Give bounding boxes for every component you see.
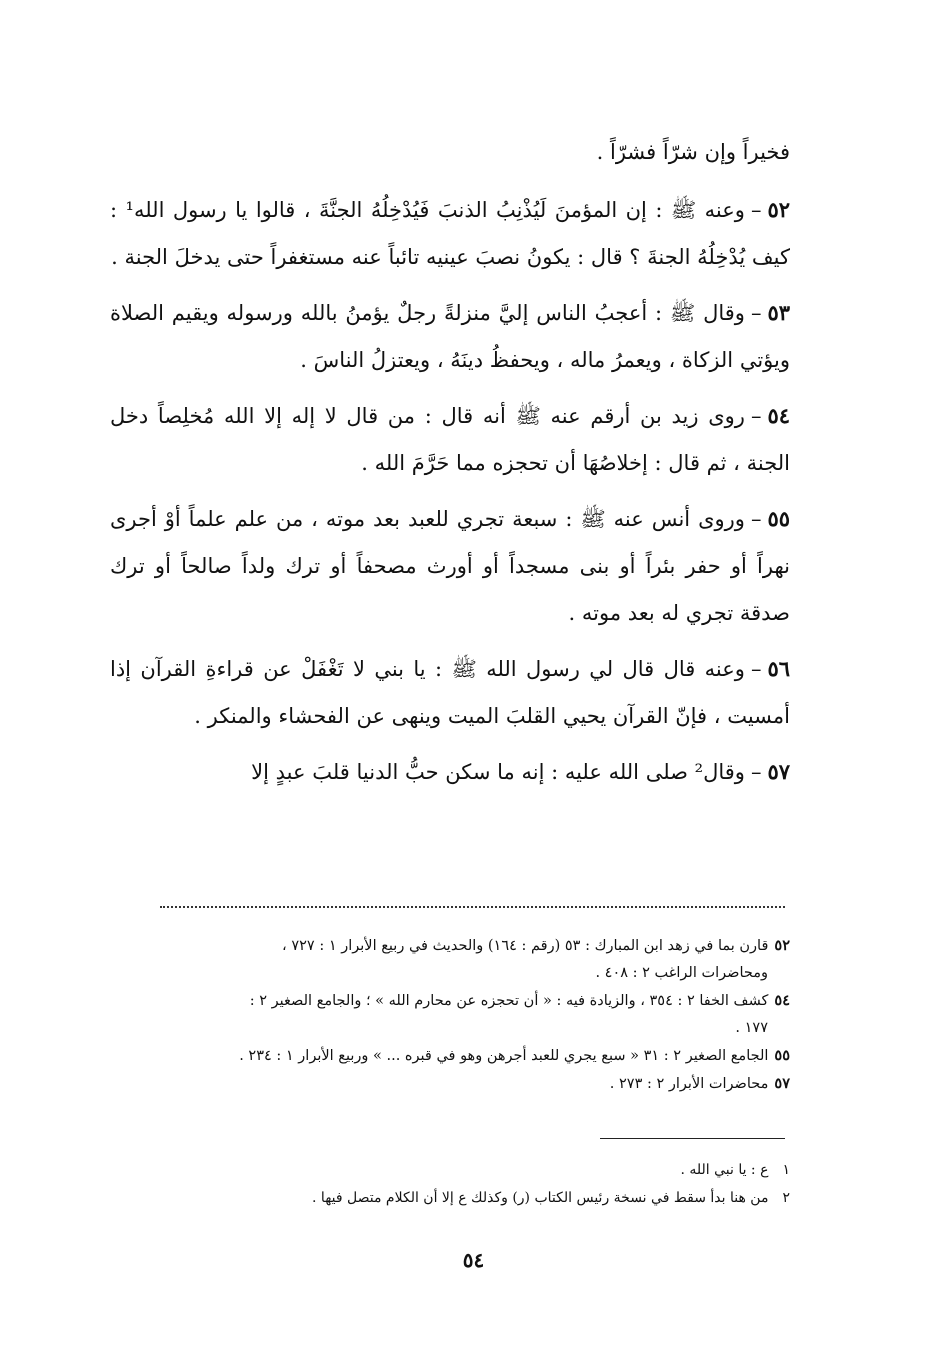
footnote (110, 1156, 790, 1184)
paragraph-number: ٥٤ (767, 403, 790, 428)
paragraph-text: روى زيد بن أرقم عنه ﷺ أنه قال : من قال لا إله إلا الله مُخلِصاً دخل الجنة ، ثم قال : إخلاصُهَا أن تحجزه مما حَرَّمَ الله . (110, 404, 790, 475)
hadith-paragraph: ٥٥–وروى أنس عنه ﷺ : سبعة تجري للعبد بعد موته ، من علم علماً أوْ أجرى نهراً أو حفر بئراً أو بنى مسجداً أو أورث مصحفاً أو ترك ولداً صالحاً أو ترك صدقة تجري له بعد موته . (110, 506, 790, 625)
note-number: ٥٥ (774, 1047, 790, 1064)
paragraph-number: ٥٦ (767, 656, 790, 681)
note-number: ٥٤ (774, 992, 790, 1009)
opening-line: فخيراً وإن شرّاً فشرّاً . (596, 140, 790, 164)
note-text: قارن بما في زهد ابن المبارك : ٥٣ (رقم : ١٦٤) والحديث في ربيع الأبرار ١ : ٧٢٧ ، (282, 938, 769, 954)
hadith-paragraph: ٥٤–روى زيد بن أرقم عنه ﷺ أنه قال : من قال لا إله إلا الله مُخلِصاً دخل الجنة ، ثم قال : إخلاصُهَا أن تحجزه مما حَرَّمَ الله . (110, 403, 790, 475)
paragraph-text: وقال ﷺ : أعجبُ الناس إليَّ منزلةً رجلٌ يؤمنُ بالله ورسوله ويقيم الصلاة ويؤتي الزكاة ، ويعمرُ ماله ، ويحفظُ دينَهُ ، ويعتزلُ الناسَ . (110, 301, 790, 372)
footnote (110, 1184, 790, 1212)
paragraph-number: ٥٧ (767, 759, 790, 784)
page-number: ٥٤ (462, 1248, 485, 1272)
hadith-paragraph: ٥٢–وعنه ﷺ : إن المؤمنَ لَيُذْنِبُ الذنبَ فَيُدْخِلُهُ الجنَّةَ ، قالوا يا رسول الله¹ : كيف يُدْخِلُهُ الجنةَ ؟ قال : يكونُ نصبَ عينيه تائباً عنه مستغفراً حتى يدخلَ الجنة . (110, 197, 790, 269)
footnote-divider (600, 1138, 785, 1139)
main-text (110, 130, 790, 804)
note-continuation: ومحاضرات الراغب ٢ : ٤٠٨ . (595, 965, 768, 981)
footnotes (110, 1156, 790, 1212)
paragraph-text: وعنه ﷺ : إن المؤمنَ لَيُذْنِبُ الذنبَ فَيُدْخِلُهُ الجنَّةَ ، قالوا يا رسول الله¹ : كيف يُدْخِلُهُ الجنةَ ؟ قال : يكونُ نصبَ عينيه تائباً عنه مستغفراً حتى يدخلَ الجنة . (110, 198, 790, 269)
note-text: كشف الخفا ٢ : ٣٥٤ ، والزيادة فيه : « أن تحجزه عن محارم الله » ؛ والجامع الصغير ٢ : (249, 993, 769, 1009)
hadith-paragraph: ٥٧–وقال² صلى الله عليه : إنه ما سكن حبُّ الدنيا قلبَ عبدٍ إلا (251, 759, 790, 784)
paragraph-number: ٥٥ (767, 506, 790, 531)
footnote-text: من هنا بدأ سقط في نسخة رئيس الكتاب (ر) وكذلك ع إلا أن الكلام متصل فيها . (312, 1190, 769, 1206)
note-number: ٥٧ (774, 1075, 790, 1092)
source-note (110, 932, 790, 987)
footnote-text: ع : يا نبي الله . (680, 1162, 769, 1178)
note-text: الجامع الصغير ٢ : ٣١ « سبع يجري للعبد أجرهن وهو في قبره ... » وربيع الأبرار ١ : ٢٣٤ . (239, 1048, 769, 1064)
footnote-number: ٢ (782, 1190, 790, 1206)
notes-divider (160, 906, 785, 908)
source-note (110, 1042, 790, 1070)
note-continuation: ١٧٧ . (735, 1020, 768, 1036)
source-notes (110, 932, 790, 1098)
paragraph-text: وعنه قال قال لي رسول الله ﷺ : يا بني لا تَغْفَلْ عن قراءةِ القرآن إذا أمسيت ، فإنّ القرآن يحيي القلبَ الميت وينهى عن الفحشاء والمنكر . (110, 657, 790, 728)
note-text: محاضرات الأبرار ٢ : ٢٧٣ . (609, 1076, 769, 1092)
note-number: ٥٢ (774, 937, 790, 954)
paragraph-text: وروى أنس عنه ﷺ : سبعة تجري للعبد بعد موته ، من علم علماً أوْ أجرى نهراً أو حفر بئراً أو بنى مسجداً أو أورث مصحفاً أو ترك ولداً صالحاً أو ترك صدقة تجري له بعد موته . (110, 507, 790, 625)
paragraph-number: ٥٣ (767, 300, 790, 325)
source-note (110, 1070, 790, 1098)
source-note (110, 987, 790, 1042)
hadith-paragraph: ٥٣–وقال ﷺ : أعجبُ الناس إليَّ منزلةً رجلٌ يؤمنُ بالله ورسوله ويقيم الصلاة ويؤتي الزكاة ، ويعمرُ ماله ، ويحفظُ دينَهُ ، ويعتزلُ الناسَ . (110, 300, 790, 372)
paragraph-text: وقال² صلى الله عليه : إنه ما سكن حبُّ الدنيا قلبَ عبدٍ إلا (251, 760, 745, 784)
paragraph-number: ٥٢ (767, 197, 790, 222)
footnote-number: ١ (782, 1162, 790, 1178)
hadith-paragraph: ٥٦–وعنه قال قال لي رسول الله ﷺ : يا بني لا تَغْفَلْ عن قراءةِ القرآن إذا أمسيت ، فإنّ القرآن يحيي القلبَ الميت وينهى عن الفحشاء والمنكر . (110, 656, 790, 728)
